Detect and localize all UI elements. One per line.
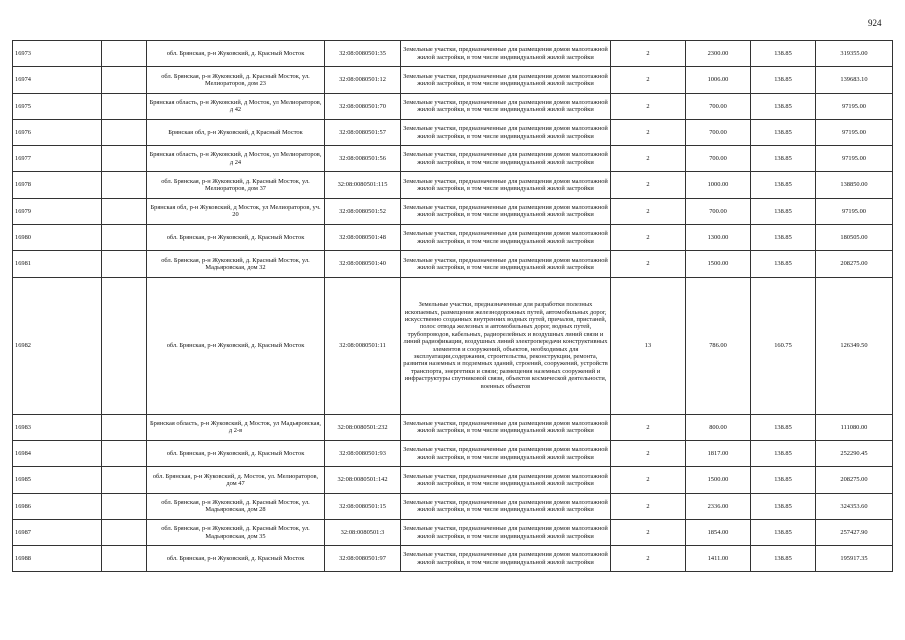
use-category-cell: 2 [611, 493, 686, 519]
address-cell: обл. Брянская, р-н Жуковский, д. Красный Мосток, ул. Мадьяровская, дом 35 [147, 519, 325, 545]
spacer-cell [102, 546, 147, 572]
address-cell: Брянская обл, р-н Жуковский, д Красный Мосток [147, 119, 325, 145]
table-row [13, 198, 893, 224]
cadastral-number-cell: 32:08:0080501:57 [325, 119, 401, 145]
area-cell: 700.00 [686, 93, 751, 119]
cadastral-number-cell: 32:08:0080501:3 [325, 519, 401, 545]
use-category-cell: 2 [611, 546, 686, 572]
address-cell: обл. Брянская, р-н Жуковский, д. Красный Мосток, ул. Мадьяровская, дом 32 [147, 251, 325, 277]
address-cell: обл. Брянская, р-н Жуковский, д. Красный Мосток, ул. Мадьяровская, дом 28 [147, 493, 325, 519]
address-cell: Брянская область, р-н Жуковский, д Мосток, ул Мадьяровская, д 2-в [147, 414, 325, 440]
cadastral-value-cell: 257427.90 [816, 519, 893, 545]
specific-value-cell: 138.85 [751, 414, 816, 440]
land-use-description-cell: Земельные участки, предназначенные для размещения домов малоэтажной жилой застройки, в том числе индивидуальной жилой застройки [401, 467, 611, 493]
record-id-cell: 16984 [13, 440, 102, 466]
page-number: 924 [868, 18, 882, 28]
cadastral-number-cell: 32:08:0080501:48 [325, 225, 401, 251]
record-id-cell: 16976 [13, 119, 102, 145]
area-cell: 700.00 [686, 198, 751, 224]
record-id-cell: 16978 [13, 172, 102, 198]
address-cell: обл. Брянская, р-н Жуковский, д. Красный Мосток [147, 225, 325, 251]
record-id-cell: 16975 [13, 93, 102, 119]
specific-value-cell: 138.85 [751, 93, 816, 119]
table-row [13, 172, 893, 198]
spacer-cell [102, 146, 147, 172]
record-id-cell: 16981 [13, 251, 102, 277]
record-id-cell: 16986 [13, 493, 102, 519]
land-use-description-cell: Земельные участки, предназначенные для размещения домов малоэтажной жилой застройки, в том числе индивидуальной жилой застройки [401, 519, 611, 545]
cadastral-number-cell: 32:08:0080501:52 [325, 198, 401, 224]
specific-value-cell: 138.85 [751, 41, 816, 67]
cadastral-value-cell: 139683.10 [816, 67, 893, 93]
table-row [13, 277, 893, 414]
specific-value-cell: 138.85 [751, 225, 816, 251]
address-cell: обл. Брянская, р-н Жуковский, д. Красный Мосток [147, 440, 325, 466]
use-category-cell: 2 [611, 519, 686, 545]
spacer-cell [102, 467, 147, 493]
land-use-description-cell: Земельные участки, предназначенные для размещения домов малоэтажной жилой застройки, в том числе индивидуальной жилой застройки [401, 493, 611, 519]
cadastral-number-cell: 32:08:0080501:11 [325, 277, 401, 414]
cadastral-number-cell: 32:08:0080501:142 [325, 467, 401, 493]
land-use-description-cell: Земельные участки, предназначенные для разработки полезных ископаемых, размещения железнодорожных путей, автомобильных дорог, искусственно созданных внутренних водных путей, причалов, пристаней, полос отвода железных и автомобильных дорог, водных путей, трубопроводов, кабельных, радиорелейных и воздушных линий связи и линий радиофикации, воздушных линий электропередачи конструктивных элементов и сооружений, объектов, необходимых для эксплуатации,содержания, строительства, реконструкции, ремонта, развития наземных и подземных зданий, строений, сооружений, устройств транспорта, энергетики и связи; размещения наземных сооружений и инфраструктуры спутниковой связи, объектов космической деятельности, военных объектов [401, 277, 611, 414]
record-id-cell: 16985 [13, 467, 102, 493]
area-cell: 1300.00 [686, 225, 751, 251]
land-use-description-cell: Земельные участки, предназначенные для размещения домов малоэтажной жилой застройки, в том числе индивидуальной жилой застройки [401, 119, 611, 145]
record-id-cell: 16979 [13, 198, 102, 224]
use-category-cell: 2 [611, 251, 686, 277]
cadastral-number-cell: 32:08:0080501:56 [325, 146, 401, 172]
area-cell: 800.00 [686, 414, 751, 440]
cadastral-value-cell: 208275.00 [816, 251, 893, 277]
record-id-cell: 16977 [13, 146, 102, 172]
land-use-description-cell: Земельные участки, предназначенные для размещения домов малоэтажной жилой застройки, в том числе индивидуальной жилой застройки [401, 198, 611, 224]
table-row [13, 546, 893, 572]
cadastral-number-cell: 32:08:0080501:232 [325, 414, 401, 440]
area-cell: 1000.00 [686, 172, 751, 198]
land-use-description-cell: Земельные участки, предназначенные для размещения домов малоэтажной жилой застройки, в том числе индивидуальной жилой застройки [401, 546, 611, 572]
table-row [13, 119, 893, 145]
area-cell: 2300.00 [686, 41, 751, 67]
area-cell: 1006.00 [686, 67, 751, 93]
area-cell: 700.00 [686, 146, 751, 172]
cadastral-value-cell: 180505.00 [816, 225, 893, 251]
record-id-cell: 16974 [13, 67, 102, 93]
address-cell: обл. Брянская, р-н Жуковский, д. Красный Мосток, ул. Мелиораторов, дом 23 [147, 67, 325, 93]
specific-value-cell: 138.85 [751, 119, 816, 145]
use-category-cell: 2 [611, 172, 686, 198]
specific-value-cell: 138.85 [751, 519, 816, 545]
address-cell: Брянская обл, р-н Жуковский, д Мосток, ул Мелиораторов, уч. 20 [147, 198, 325, 224]
table-row [13, 93, 893, 119]
land-use-description-cell: Земельные участки, предназначенные для размещения домов малоэтажной жилой застройки, в том числе индивидуальной жилой застройки [401, 225, 611, 251]
cadastral-value-cell: 324353.60 [816, 493, 893, 519]
spacer-cell [102, 119, 147, 145]
table-row [13, 67, 893, 93]
spacer-cell [102, 251, 147, 277]
cadastral-value-cell: 319355.00 [816, 41, 893, 67]
cadastral-value-cell: 138850.00 [816, 172, 893, 198]
spacer-cell [102, 93, 147, 119]
address-cell: обл. Брянская, р-н Жуковский, д. Красный Мосток, ул. Мелиораторов, дом 37 [147, 172, 325, 198]
cadastral-value-cell: 208275.00 [816, 467, 893, 493]
specific-value-cell: 138.85 [751, 493, 816, 519]
cadastral-number-cell: 32:08:0080501:12 [325, 67, 401, 93]
cadastral-number-cell: 32:08:0080501:70 [325, 93, 401, 119]
specific-value-cell: 138.85 [751, 546, 816, 572]
specific-value-cell: 160.75 [751, 277, 816, 414]
cadastral-value-cell: 97195.00 [816, 119, 893, 145]
land-use-description-cell: Земельные участки, предназначенные для размещения домов малоэтажной жилой застройки, в том числе индивидуальной жилой застройки [401, 67, 611, 93]
use-category-cell: 2 [611, 41, 686, 67]
area-cell: 786.00 [686, 277, 751, 414]
use-category-cell: 2 [611, 67, 686, 93]
spacer-cell [102, 493, 147, 519]
spacer-cell [102, 225, 147, 251]
area-cell: 1500.00 [686, 251, 751, 277]
specific-value-cell: 138.85 [751, 467, 816, 493]
table-row [13, 225, 893, 251]
cadastral-value-cell: 97195.00 [816, 146, 893, 172]
address-cell: обл. Брянская, р-н Жуковский, д. Красный Мосток [147, 546, 325, 572]
address-cell: обл. Брянская, р-н Жуковский, д. Красный Мосток [147, 277, 325, 414]
table-row [13, 519, 893, 545]
cadastral-value-cell: 252290.45 [816, 440, 893, 466]
use-category-cell: 2 [611, 225, 686, 251]
land-registry-table [12, 40, 893, 572]
record-id-cell: 16982 [13, 277, 102, 414]
use-category-cell: 2 [611, 440, 686, 466]
spacer-cell [102, 519, 147, 545]
use-category-cell: 2 [611, 146, 686, 172]
address-cell: обл. Брянская, р-н Жуковский, д. Мосток, ул. Мелиораторов, дом 47 [147, 467, 325, 493]
specific-value-cell: 138.85 [751, 251, 816, 277]
record-id-cell: 16980 [13, 225, 102, 251]
area-cell: 1500.00 [686, 467, 751, 493]
cadastral-number-cell: 32:08:0080501:15 [325, 493, 401, 519]
use-category-cell: 2 [611, 467, 686, 493]
table-row [13, 414, 893, 440]
land-use-description-cell: Земельные участки, предназначенные для размещения домов малоэтажной жилой застройки, в том числе индивидуальной жилой застройки [401, 440, 611, 466]
cadastral-value-cell: 111080.00 [816, 414, 893, 440]
table-row [13, 251, 893, 277]
specific-value-cell: 138.85 [751, 440, 816, 466]
spacer-cell [102, 172, 147, 198]
spacer-cell [102, 277, 147, 414]
record-id-cell: 16973 [13, 41, 102, 67]
area-cell: 700.00 [686, 119, 751, 145]
cadastral-number-cell: 32:08:0080501:35 [325, 41, 401, 67]
table-row [13, 146, 893, 172]
specific-value-cell: 138.85 [751, 198, 816, 224]
area-cell: 1817.00 [686, 440, 751, 466]
address-cell: Брянская область, р-н Жуковский, д Мосток, ул Мелиораторов, д 24 [147, 146, 325, 172]
table-row [13, 467, 893, 493]
land-use-description-cell: Земельные участки, предназначенные для размещения домов малоэтажной жилой застройки, в том числе индивидуальной жилой застройки [401, 414, 611, 440]
cadastral-value-cell: 97195.00 [816, 93, 893, 119]
address-cell: обл. Брянская, р-н Жуковский, д. Красный Мосток [147, 41, 325, 67]
specific-value-cell: 138.85 [751, 172, 816, 198]
record-id-cell: 16988 [13, 546, 102, 572]
spacer-cell [102, 414, 147, 440]
area-cell: 2336.00 [686, 493, 751, 519]
cadastral-number-cell: 32:08:0080501:115 [325, 172, 401, 198]
use-category-cell: 2 [611, 198, 686, 224]
cadastral-value-cell: 195917.35 [816, 546, 893, 572]
table-row [13, 493, 893, 519]
cadastral-value-cell: 97195.00 [816, 198, 893, 224]
use-category-cell: 2 [611, 93, 686, 119]
use-category-cell: 2 [611, 414, 686, 440]
area-cell: 1411.00 [686, 546, 751, 572]
cadastral-number-cell: 32:08:0080501:97 [325, 546, 401, 572]
land-use-description-cell: Земельные участки, предназначенные для размещения домов малоэтажной жилой застройки, в том числе индивидуальной жилой застройки [401, 172, 611, 198]
cadastral-value-cell: 126349.50 [816, 277, 893, 414]
use-category-cell: 13 [611, 277, 686, 414]
record-id-cell: 16983 [13, 414, 102, 440]
cadastral-number-cell: 32:08:0080501:40 [325, 251, 401, 277]
table-row [13, 41, 893, 67]
use-category-cell: 2 [611, 119, 686, 145]
spacer-cell [102, 67, 147, 93]
table-row [13, 440, 893, 466]
land-use-description-cell: Земельные участки, предназначенные для размещения домов малоэтажной жилой застройки, в том числе индивидуальной жилой застройки [401, 93, 611, 119]
specific-value-cell: 138.85 [751, 67, 816, 93]
land-use-description-cell: Земельные участки, предназначенные для размещения домов малоэтажной жилой застройки, в том числе индивидуальной жилой застройки [401, 251, 611, 277]
address-cell: Брянская область, р-н Жуковский, д Мосток, ул Мелиораторов, д 42 [147, 93, 325, 119]
spacer-cell [102, 41, 147, 67]
land-use-description-cell: Земельные участки, предназначенные для размещения домов малоэтажной жилой застройки, в том числе индивидуальной жилой застройки [401, 41, 611, 67]
cadastral-number-cell: 32:08:0080501:93 [325, 440, 401, 466]
spacer-cell [102, 440, 147, 466]
land-use-description-cell: Земельные участки, предназначенные для размещения домов малоэтажной жилой застройки, в том числе индивидуальной жилой застройки [401, 146, 611, 172]
area-cell: 1854.00 [686, 519, 751, 545]
record-id-cell: 16987 [13, 519, 102, 545]
specific-value-cell: 138.85 [751, 146, 816, 172]
spacer-cell [102, 198, 147, 224]
